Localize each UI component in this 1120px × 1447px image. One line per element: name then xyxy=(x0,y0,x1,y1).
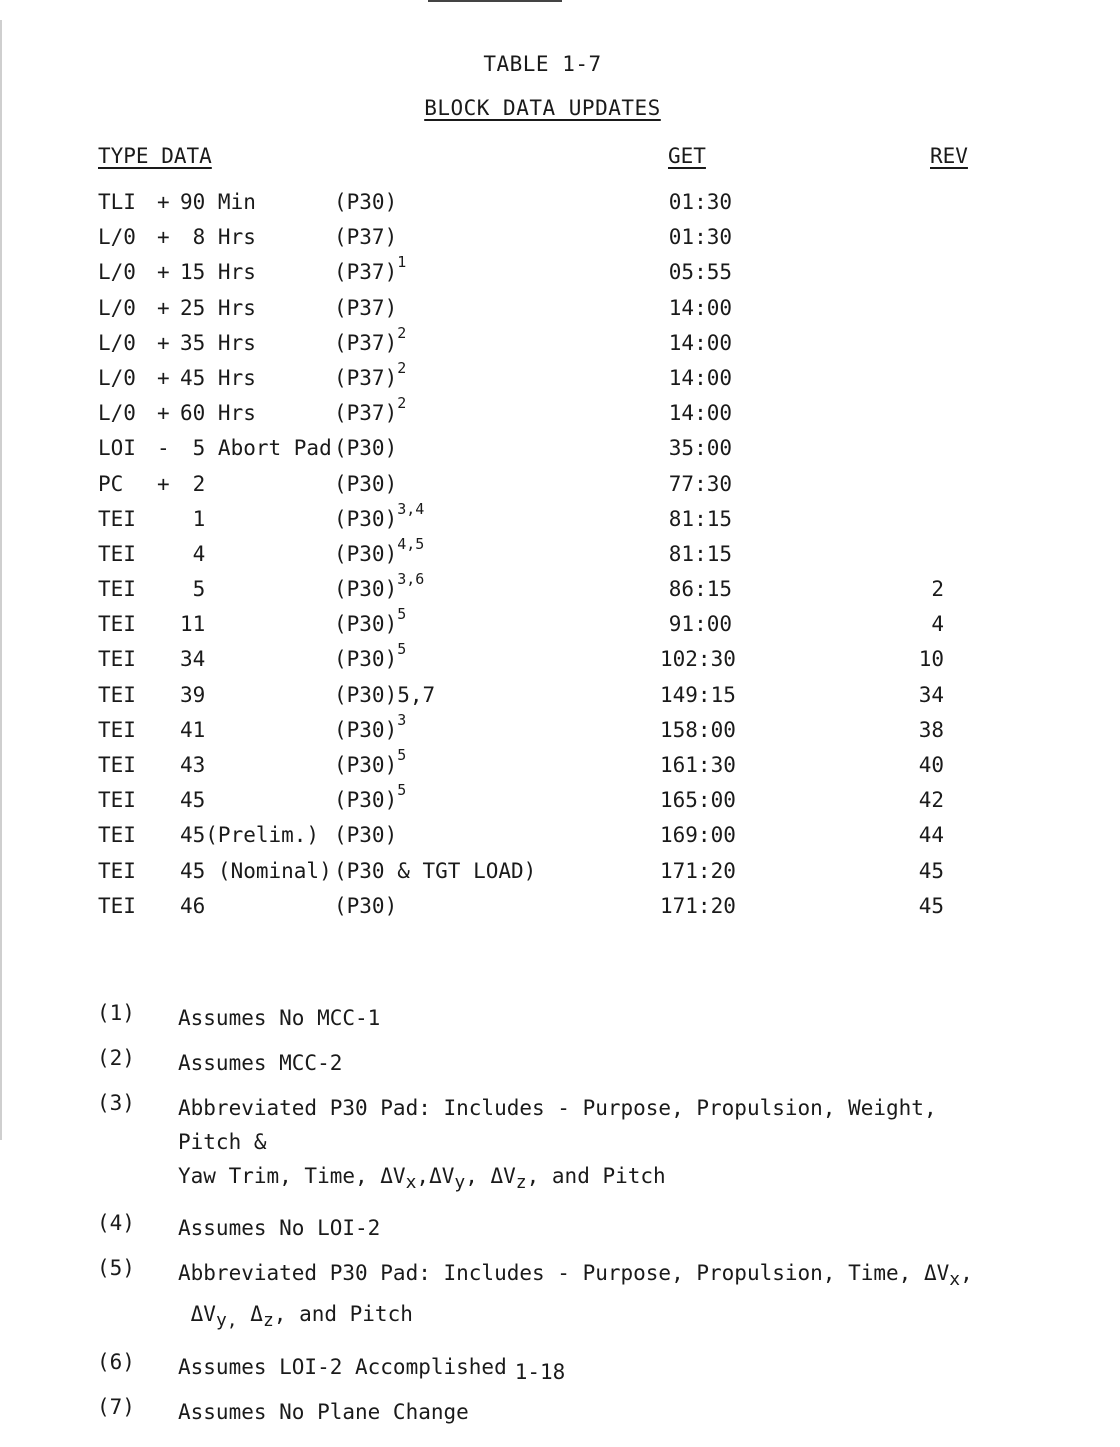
cell-get: 14:00 xyxy=(668,330,732,355)
cell-get: 165:00 xyxy=(660,788,736,813)
cell-type: LOI xyxy=(98,436,136,461)
cell-type: TEI xyxy=(98,682,136,707)
cell-value: 39 xyxy=(180,682,206,707)
footnote-ref: 1 xyxy=(397,253,407,272)
cell-value: 4 xyxy=(180,541,206,566)
cell-type: TEI xyxy=(98,506,136,531)
table-title: TABLE 1-7 xyxy=(483,52,602,76)
program-text: (P30) xyxy=(334,893,398,918)
table-subtitle xyxy=(0,96,1085,120)
footnote-fragment: , xyxy=(960,1261,973,1286)
table-row xyxy=(0,683,1120,718)
cell-rev: 40 xyxy=(918,753,944,777)
footnote-7 xyxy=(0,1395,1120,1429)
cell-value: 25 Hrs xyxy=(180,295,256,320)
cell-operator: - xyxy=(157,436,170,461)
cell-value: 45 xyxy=(180,788,206,813)
program-text: (P37) xyxy=(334,401,398,426)
footnote-text xyxy=(178,1091,998,1200)
program-text: (P37) xyxy=(334,365,398,390)
cell-program xyxy=(334,859,536,883)
program-text: (P30) xyxy=(334,753,398,777)
cell-operator: + xyxy=(157,365,170,390)
cell-value: 41 xyxy=(180,717,206,742)
footnote-text: Assumes No Plane Change xyxy=(178,1399,469,1424)
table-row xyxy=(0,710,1120,753)
table-row xyxy=(0,358,1120,401)
table-row xyxy=(0,436,1120,471)
footnote-text: Assumes LOI-2 Accomplished xyxy=(178,1354,507,1379)
table-row xyxy=(0,225,1120,260)
subscript-z: z xyxy=(515,1172,527,1194)
cell-value: 8 Hrs xyxy=(180,225,256,250)
cell-get: 81:15 xyxy=(668,541,732,566)
table-row xyxy=(0,323,1120,366)
cell-get: 91:00 xyxy=(668,612,732,637)
cell-get: 14:00 xyxy=(668,365,732,390)
cell-program xyxy=(334,472,397,496)
cell-type: PC xyxy=(98,471,124,496)
footnote-3 xyxy=(0,1091,1120,1200)
cell-value: 43 xyxy=(180,753,206,777)
program-text: (P37) xyxy=(334,295,398,320)
cell-type: L/0 xyxy=(98,330,136,355)
cell-type: TEI xyxy=(98,541,136,566)
cell-value: 60 Hrs xyxy=(180,401,256,426)
cell-get: 161:30 xyxy=(660,753,736,777)
table-row xyxy=(0,859,1120,894)
cell-get: 149:15 xyxy=(660,682,736,707)
cell-get: 35:00 xyxy=(668,436,732,461)
cell-program xyxy=(334,225,397,249)
cell-value: 2 xyxy=(180,471,206,496)
cell-program xyxy=(334,823,397,847)
cell-value: 15 Hrs xyxy=(180,260,256,285)
cell-program xyxy=(334,781,407,813)
table-row xyxy=(0,605,1120,647)
cell-get: 158:00 xyxy=(660,717,736,742)
table-subtitle-text: BLOCK DATA UPDATES xyxy=(424,96,661,120)
header-get: GET xyxy=(668,144,706,168)
footnote-fragment: ΔV xyxy=(190,1302,216,1327)
footnote-ref: 2 xyxy=(397,358,407,377)
program-text: (P30 & TGT LOAD) xyxy=(334,858,537,883)
footnote-number: (5) xyxy=(97,1256,135,1281)
table-row xyxy=(0,781,1120,823)
program-text: (P30) xyxy=(334,541,398,566)
program-text: (P30) xyxy=(334,436,398,461)
subscript-z: z xyxy=(262,1310,274,1332)
cell-get: 86:15 xyxy=(668,577,732,602)
cell-get: 171:20 xyxy=(660,858,736,883)
footnote-fragment: Yaw Trim, Time, ΔV xyxy=(178,1164,406,1188)
cell-operator: + xyxy=(157,260,170,285)
footnote-4 xyxy=(0,1211,1120,1245)
cell-rev: 45 xyxy=(918,893,944,918)
footnote-ref: 3,4 xyxy=(397,499,425,518)
table-row xyxy=(0,190,1120,225)
subscript-y: y xyxy=(454,1172,466,1194)
cell-type: TEI xyxy=(98,753,136,777)
cell-type: TEI xyxy=(98,893,136,918)
cell-value: 45(Prelim.) xyxy=(180,823,320,848)
cell-get: 77:30 xyxy=(668,471,732,496)
cell-value: 35 Hrs xyxy=(180,330,256,355)
footnote-number: (3) xyxy=(97,1091,135,1115)
cell-program xyxy=(334,253,407,285)
cell-operator: + xyxy=(157,471,170,496)
footnote-number: (7) xyxy=(97,1394,135,1419)
cell-get: 169:00 xyxy=(660,823,736,848)
cell-program xyxy=(334,190,397,214)
footnote-fragment: , ΔV xyxy=(465,1164,516,1188)
program-text: (P30) xyxy=(334,471,398,496)
cell-rev: 45 xyxy=(918,858,944,883)
cell-operator: + xyxy=(157,190,170,214)
footnote-ref: 4,5 xyxy=(397,534,425,553)
table-row xyxy=(0,296,1120,331)
cell-type: L/0 xyxy=(98,365,136,390)
program-text: (P30) xyxy=(334,788,398,813)
cell-type: TLI xyxy=(98,190,136,214)
cell-program xyxy=(334,570,425,602)
footnote-ref: 2 xyxy=(397,323,407,342)
footnote-ref: 3,6 xyxy=(397,570,425,589)
cell-program xyxy=(334,534,425,566)
cell-operator: + xyxy=(157,225,170,250)
footnote-fragment: , and Pitch xyxy=(526,1164,666,1188)
cell-type: TEI xyxy=(98,858,136,883)
cell-program xyxy=(334,436,397,460)
cell-value: 45 Hrs xyxy=(180,365,256,390)
program-text: (P37) xyxy=(334,260,398,285)
footnote-2 xyxy=(0,1046,1120,1080)
top-border-line xyxy=(428,0,562,2)
footnote-ref: 5 xyxy=(397,605,407,624)
cell-program xyxy=(334,499,425,531)
footnote-fragment: ,ΔV xyxy=(416,1164,455,1188)
cell-operator: + xyxy=(157,401,170,426)
cell-value: 11 xyxy=(180,612,206,637)
footnote-text: Assumes No LOI-2 xyxy=(178,1216,381,1241)
cell-value: 34 xyxy=(180,647,206,672)
cell-rev: 44 xyxy=(918,823,944,848)
footnote-number: (4) xyxy=(97,1211,135,1236)
cell-value: 90 Min xyxy=(180,190,256,214)
footnote-line: Abbreviated P30 Pad: Includes - Purpose, Propulsion, Weight, Pitch & xyxy=(178,1096,937,1154)
cell-type: TEI xyxy=(98,717,136,742)
subscript-y: y, xyxy=(215,1310,238,1332)
footnote-fragment: Abbreviated P30 Pad: Includes - Purpose, Propulsion, Time, ΔV xyxy=(178,1261,950,1286)
page-number: 1-18 xyxy=(514,1360,566,1384)
cell-rev: 10 xyxy=(918,647,944,672)
cell-get: 14:00 xyxy=(668,401,732,426)
table-row xyxy=(0,534,1120,577)
footnote-ref: 5 xyxy=(397,746,407,764)
program-text: (P30) xyxy=(334,612,398,637)
cell-type: L/0 xyxy=(98,401,136,426)
table-row xyxy=(0,640,1120,682)
cell-rev: 42 xyxy=(918,788,944,813)
cell-type: TEI xyxy=(98,647,136,672)
table-row xyxy=(0,570,1120,612)
cell-type: TEI xyxy=(98,823,136,848)
footnote-5 xyxy=(0,1256,1120,1338)
footnote-text: Assumes MCC-2 xyxy=(178,1051,343,1075)
cell-program xyxy=(334,640,407,672)
cell-program xyxy=(334,746,407,777)
cell-get: 171:20 xyxy=(660,893,736,918)
cell-program xyxy=(334,394,407,426)
footnote-ref: 3 xyxy=(397,710,407,729)
footnote-fragment: , and Pitch xyxy=(273,1302,413,1327)
cell-operator: + xyxy=(157,330,170,355)
cell-type: TEI xyxy=(98,612,136,637)
footnote-number: (1) xyxy=(97,1001,135,1025)
cell-type: L/0 xyxy=(98,260,136,285)
cell-get: 14:00 xyxy=(668,295,732,320)
table-row xyxy=(0,499,1120,542)
cell-program xyxy=(334,605,407,637)
table-row xyxy=(0,823,1120,858)
cell-program xyxy=(334,323,407,355)
block-data-table xyxy=(0,190,1120,929)
program-text: (P30)5,7 xyxy=(334,682,436,707)
cell-program xyxy=(334,296,397,320)
table-row xyxy=(0,894,1120,929)
program-text: (P37) xyxy=(334,225,398,250)
footnote-fragment: Δ xyxy=(237,1302,263,1327)
footnote-ref: 5 xyxy=(397,781,407,800)
footnote-text: Assumes No MCC-1 xyxy=(178,1006,381,1030)
cell-rev: 2 xyxy=(931,577,944,602)
footnote-text xyxy=(178,1256,998,1338)
footnote-number: (2) xyxy=(97,1046,135,1070)
cell-rev: 38 xyxy=(918,717,944,742)
program-text: (P30) xyxy=(334,506,398,531)
cell-get: 81:15 xyxy=(668,506,732,531)
program-text: (P37) xyxy=(334,330,398,355)
table-row xyxy=(0,394,1120,436)
table-row xyxy=(0,253,1120,295)
subscript-x: x xyxy=(405,1172,417,1194)
program-text: (P30) xyxy=(334,717,398,742)
cell-value: 1 xyxy=(180,506,206,531)
cell-program xyxy=(334,683,435,707)
cell-get: 102:30 xyxy=(660,647,736,672)
header-rev: REV xyxy=(930,144,968,168)
cell-get: 01:30 xyxy=(668,225,732,250)
cell-value: 5 Abort Pad xyxy=(180,436,332,461)
footnote-ref: 2 xyxy=(397,394,407,413)
table-row xyxy=(0,472,1120,507)
program-text: (P30) xyxy=(334,577,398,602)
footnote-number: (6) xyxy=(97,1349,135,1374)
cell-value: 45 (Nominal) xyxy=(180,858,332,883)
cell-type: L/0 xyxy=(98,295,136,320)
subscript-x: x xyxy=(949,1269,961,1291)
cell-rev: 34 xyxy=(918,682,944,707)
cell-type: TEI xyxy=(98,788,136,813)
cell-program xyxy=(334,710,407,742)
cell-rev: 4 xyxy=(931,612,944,637)
cell-operator: + xyxy=(157,295,170,320)
cell-type: TEI xyxy=(98,577,136,602)
cell-type: L/0 xyxy=(98,225,136,250)
program-text: (P30) xyxy=(334,647,398,672)
cell-value: 5 xyxy=(180,577,206,602)
cell-get: 05:55 xyxy=(668,260,732,285)
footnote-1 xyxy=(0,1001,1120,1035)
cell-get: 01:30 xyxy=(668,190,732,214)
cell-value: 46 xyxy=(180,893,206,918)
footnote-ref: 5 xyxy=(397,640,407,659)
program-text: (P30) xyxy=(334,190,398,214)
program-text: (P30) xyxy=(334,823,398,848)
table-row xyxy=(0,746,1120,788)
header-type-data: TYPE DATA xyxy=(98,144,212,168)
cell-program xyxy=(334,358,407,390)
cell-program xyxy=(334,894,397,918)
